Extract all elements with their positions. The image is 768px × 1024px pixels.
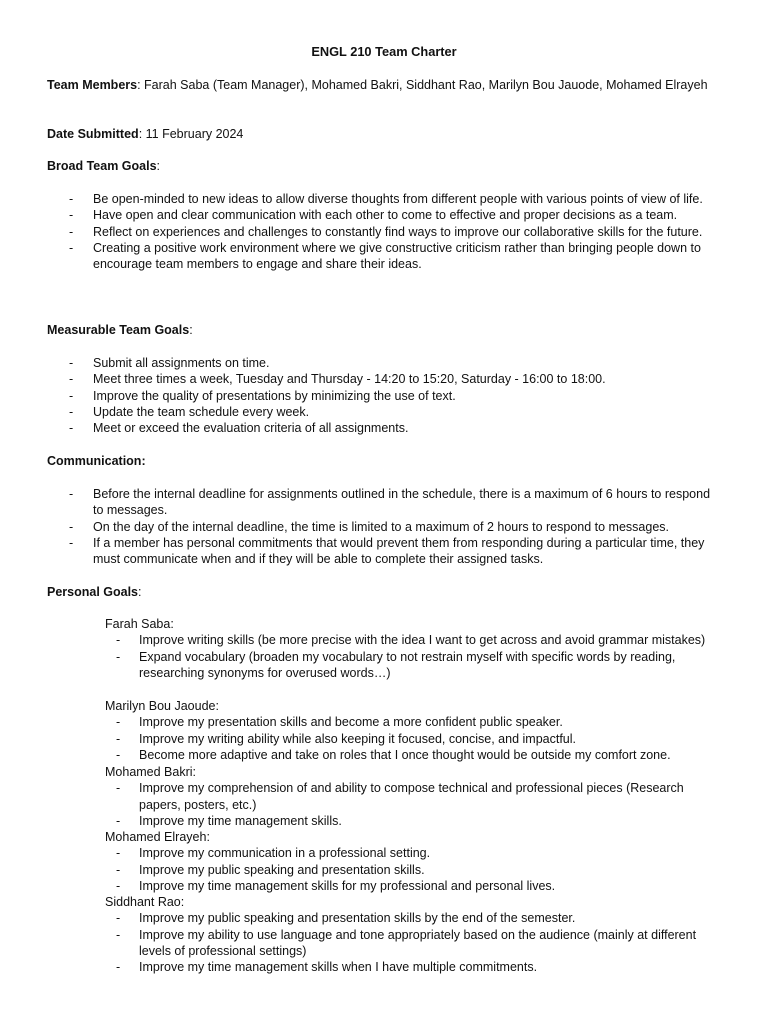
list-item: - Become more adaptive and take on roles that I once thought would be outside my comfort zone. [116, 747, 671, 762]
person-name: Mohamed Elrayeh: [105, 830, 210, 844]
list-item: - Improve my time management skills for my professional and personal lives. [116, 878, 556, 893]
person-name: Siddhant Rao: [105, 895, 185, 909]
communication-list [0, 486, 723, 567]
list-item: - Before the internal deadline for assignments outlined in the schedule, there is a maximum of 6 hours to respond to messages. [69, 487, 711, 518]
personal-goals-heading-text: Personal Goals [47, 585, 139, 599]
list-item: - If a member has personal commitments that would prevent them from responding during a particular time, they must communicate when and if they will be able to complete their assigned tasks. [69, 535, 705, 567]
date-submitted-label: Date Submitted [47, 127, 139, 141]
broad-goals-heading: Broad Team Goals: [47, 159, 161, 173]
broad-goals-heading-text: Broad Team Goals [47, 159, 157, 173]
measurable-goals-list [0, 355, 723, 436]
list-item: - Creating a positive work environment where we give constructive criticism rather than bringing people down to encourage team members to engage and share their ideas. [69, 240, 701, 272]
communication-heading: Communication: [47, 454, 146, 468]
measurable-goals-heading: Measurable Team Goals: [47, 323, 193, 337]
personal-goals-farah [0, 616, 714, 681]
list-item: - Have open and clear communication with each other to come to effective and proper decisions as a team. [69, 208, 678, 223]
broad-goals-list [0, 191, 723, 272]
person-name: Farah Saba: [105, 617, 174, 631]
list-item: - Meet three times a week, Tuesday and Thursday - 14:20 to 15:20, Saturday - 16:00 to 18:00. [69, 372, 606, 387]
personal-goals-marilyn [0, 698, 714, 763]
list-item: - Improve my presentation skills and become a more confident public speaker. [116, 715, 563, 730]
person-name: Mohamed Bakri: [105, 765, 197, 779]
list-item: - Improve my time management skills when I have multiple commitments. [116, 960, 538, 975]
personal-goals-elrayeh [0, 829, 714, 894]
list-item: - Meet or exceed the evaluation criteria of all assignments. [69, 421, 409, 436]
list-item: - Improve my writing ability while also keeping it focused, concise, and impactful. [116, 731, 577, 746]
list-item: - Be open-minded to new ideas to allow diverse thoughts from different people with various points of view of life. [69, 192, 703, 206]
personal-goals-bakri [0, 764, 714, 829]
communication-heading-text: Communication [47, 454, 142, 468]
list-item: - Submit all assignments on time. [69, 356, 270, 370]
personal-goals-siddhant [0, 894, 714, 975]
team-members-value: Farah Saba (Team Manager), Mohamed Bakri, Siddhant Rao, Marilyn Bou Jauode, Mohamed Elrayeh [144, 78, 708, 92]
list-item: - Improve my public speaking and presentation skills by the end of the semester. [116, 911, 576, 926]
team-members-field: Team Members: Farah Saba (Team Manager), Mohamed Bakri, Siddhant Rao, Marilyn Bou Jauode, Mohamed Elrayeh [47, 78, 708, 92]
list-item: - Improve my public speaking and presentation skills. [116, 862, 425, 877]
list-item: - Reflect on experiences and challenges to constantly find ways to improve our collaborative skills for the future. [69, 224, 703, 239]
date-submitted-field: Date Submitted: 11 February 2024 [47, 127, 244, 141]
list-item: - Update the team schedule every week. [69, 404, 310, 419]
measurable-goals-heading-text: Measurable Team Goals [47, 323, 190, 337]
list-item: - Expand vocabulary (broaden my vocabulary to not restrain myself with specific words by reading, researching synonyms for overused words…) [116, 649, 676, 680]
document-title: ENGL 210 Team Charter [311, 44, 457, 59]
list-item: - Improve writing skills (be more precise with the idea I want to get across and avoid grammar mistakes) [116, 633, 706, 648]
list-item: - Improve my time management skills. [116, 813, 342, 828]
personal-goals-heading: Personal Goals: [47, 585, 142, 599]
list-item: - Improve my communication in a professional setting. [116, 846, 431, 861]
team-members-label: Team Members [47, 78, 138, 92]
person-name: Marilyn Bou Jaoude: [105, 699, 219, 713]
list-item: - Improve my comprehension of and ability to compose technical and professional pieces (Research papers, posters, etc.) [116, 781, 684, 812]
list-item: - Improve my ability to use language and tone appropriately based on the audience (mainly at different levels of professional settings) [116, 927, 697, 958]
date-submitted-value: 11 February 2024 [145, 127, 244, 141]
list-item: - Improve the quality of presentations by minimizing the use of text. [69, 388, 456, 403]
list-item: - On the day of the internal deadline, the time is limited to a maximum of 2 hours to respond to messages. [69, 519, 669, 534]
